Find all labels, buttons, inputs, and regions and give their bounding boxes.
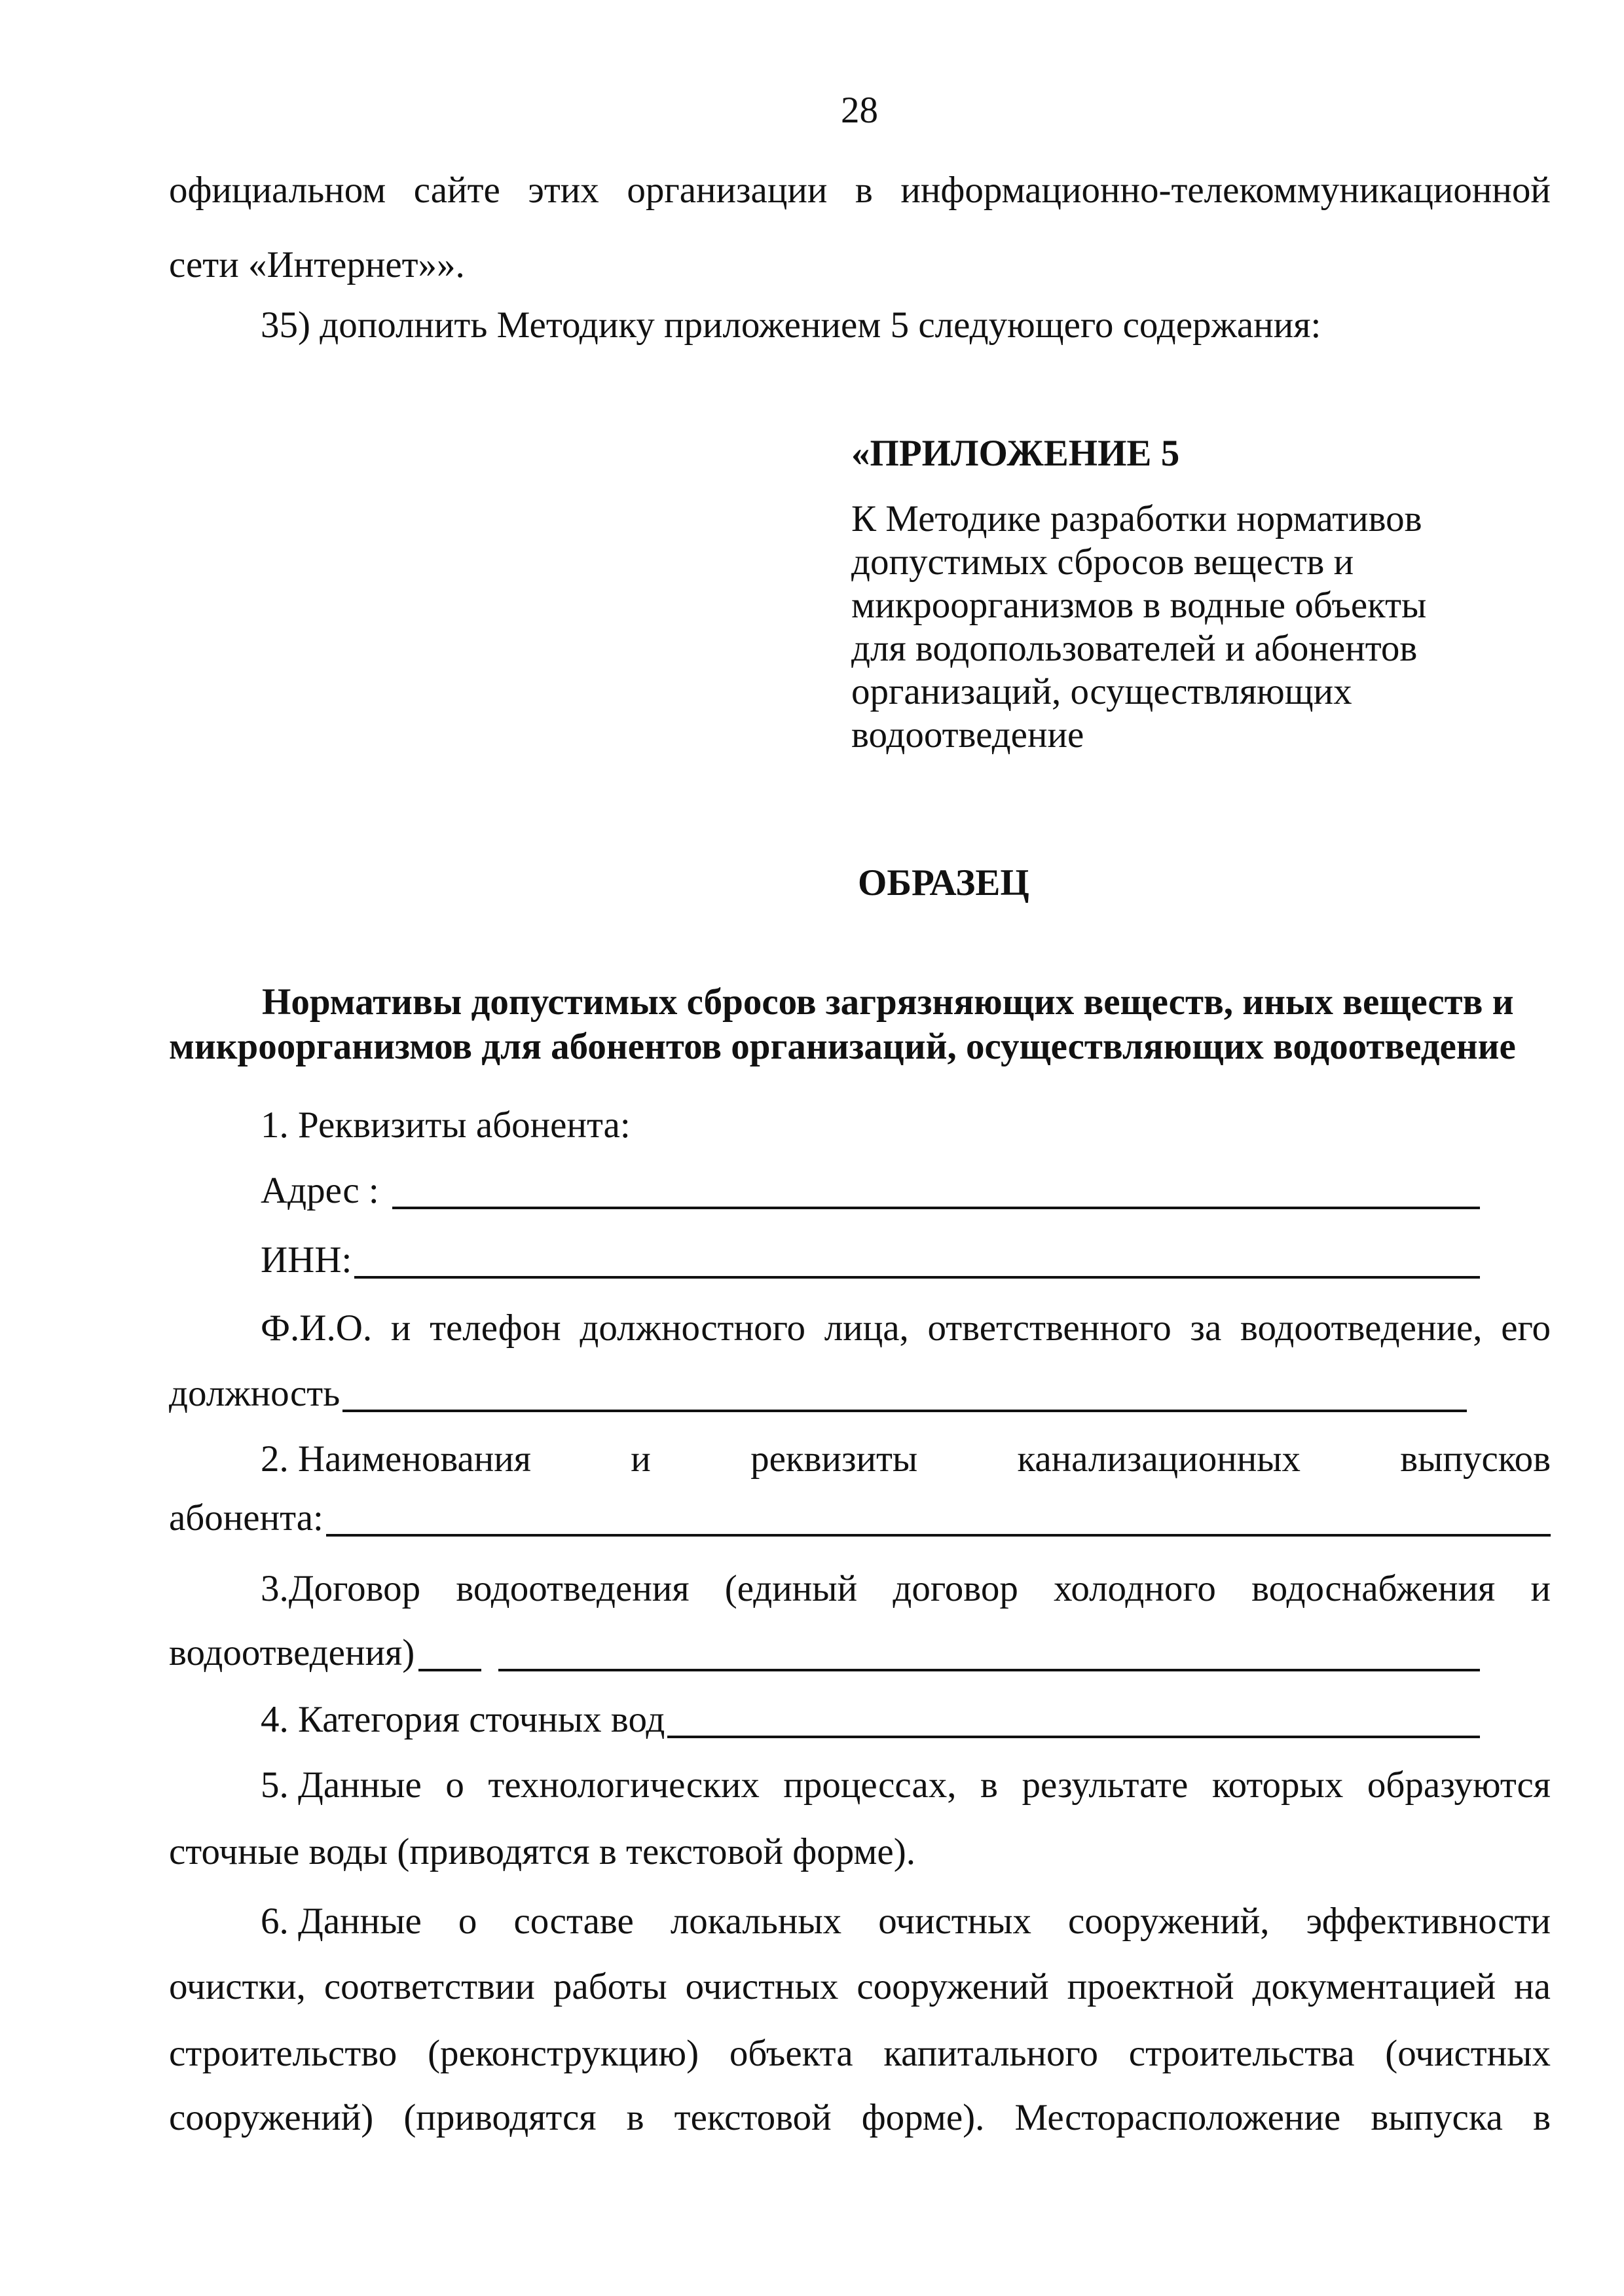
item-6-line-1-word: локальных [670,1901,842,1942]
item-6-line-4-word: в [1533,2097,1551,2138]
item-2-line-word: и [631,1438,651,1480]
item-5-line [261,1766,1551,1804]
item-2-line-word: 2. Наименования [261,1438,532,1480]
contract-short-line [418,1636,481,1671]
item-6-line-4-word: (приводятся [403,2097,597,2138]
item-6-line-2-word: соответствии [323,1966,535,2007]
item-6-line-4-word: сооружений) [169,2097,374,2138]
item-5-line-word: процессах, [783,1764,957,1806]
item-3-line-word: холодного [1054,1568,1216,1609]
appendix-line-6: водоотведение [851,714,1084,756]
inn-row [261,1241,1480,1279]
inn-field-line [354,1243,1480,1279]
item-3-line-word: (единый [724,1568,858,1609]
intro-line-1-word: официальном [169,170,386,211]
item-5-line-word: образуются [1367,1764,1551,1806]
intro-line-1 [169,172,1551,209]
item-2-cont-row [169,1499,1551,1537]
fio-line-word: за [1190,1307,1222,1349]
item-6-line-1-word: очистных [878,1901,1031,1942]
item-6-line-2-word: работы [553,1966,667,2007]
wastewater-category-field-line [667,1703,1480,1738]
address-row [261,1172,1480,1209]
appendix-heading: «ПРИЛОЖЕНИЕ 5 [851,433,1180,474]
intro-line-2: сети «Интернет»». [169,244,465,285]
item-2-line-word: реквизиты [750,1438,918,1480]
item-6-line-4 [169,2099,1551,2136]
fio-line-word: ответственного [927,1307,1172,1349]
address-field-line [392,1174,1480,1209]
item-5-cont: сточные воды (приводятся в текстовой форме). [169,1831,915,1872]
item-6-line-1-word: составе [513,1901,634,1942]
item-5-line-word: в [980,1764,998,1806]
fio-line-word: его [1501,1307,1551,1349]
outlets-field-line [326,1501,1551,1537]
fio-line-word: и [390,1307,411,1349]
sample-label: ОБРАЗЕЦ [858,862,1029,903]
item-4-row [261,1701,1480,1738]
intro-line-1-word: организации [627,170,828,211]
document-title-line-1: Нормативы допустимых сбросов загрязняющих веществ, иных веществ и [262,981,1514,1023]
item-6-line-3-word: строительство [169,2033,397,2074]
position-row [169,1375,1467,1412]
item-3-line-word: водоснабжения [1251,1568,1496,1609]
item-6-line-2-word: сооружений [857,1966,1049,2007]
fio-line [261,1309,1551,1347]
item-6-line-3-word: (реконструкцию) [428,2033,699,2074]
item-6-line-1-word: 6. Данные [261,1901,422,1942]
item-6-line-4-word: текстовой [674,2097,832,2138]
contract-field-line [498,1636,1480,1671]
position-field-line [342,1377,1467,1412]
item-6-line-2-word: очистки, [169,1966,306,2007]
item-6-line-2 [169,1968,1551,2005]
item-4-label: 4. Категория сточных вод [261,1699,665,1740]
appendix-line-2: допустимых сбросов веществ и [851,541,1354,583]
item-6-line-1-word: о [458,1901,477,1942]
item-6-line-4-word: в [626,2097,644,2138]
fio-line-word: водоотведение, [1240,1307,1483,1349]
address-label: Адрес : [261,1170,379,1211]
item-5-line-word: технологических [488,1764,760,1806]
item-3-cont-label: водоотведения) [169,1632,415,1673]
item-35: 35) дополнить Методику приложением 5 следующего содержания: [261,304,1321,346]
item-6-line-3-word: капитального [883,2033,1099,2074]
intro-line-1-word: информационно-телекоммуникационной [900,170,1551,211]
item-6-line-3-word: строительства [1128,2033,1355,2074]
item-3-line-word: договор [893,1568,1018,1609]
item-3-line-word: водоотведения [456,1568,690,1609]
fio-line-word: лица, [824,1307,909,1349]
item-6-line-3-word: (очистных [1385,2033,1551,2074]
fio-line-word: должностного [580,1307,806,1349]
item-5-line-word: 5. Данные [261,1764,422,1806]
item-2-line-word: канализационных [1017,1438,1301,1480]
item-6-line-4-word: форме). [861,2097,985,2138]
intro-line-1-word: сайте [413,170,500,211]
item-5-line-word: которых [1211,1764,1344,1806]
item-1-label: 1. Реквизиты абонента: [261,1104,631,1146]
item-6-line-2-word: на [1514,1966,1551,2007]
item-6-line-1-word: эффективности [1306,1901,1551,1942]
item-6-line-2-word: документацией [1252,1966,1496,2007]
item-6-line-1 [261,1903,1551,1940]
item-3-line [261,1570,1551,1607]
item-3-line-word: и [1530,1568,1551,1609]
page-number: 28 [841,90,878,131]
appendix-line-3: микроорганизмов в водные объекты [851,585,1427,626]
intro-line-1-word: в [855,170,873,211]
item-6-line-3 [169,2035,1551,2072]
appendix-line-5: организаций, осуществляющих [851,671,1352,712]
appendix-line-1: К Методике разработки нормативов [851,498,1422,539]
item-5-line-word: о [445,1764,464,1806]
position-label: должность [169,1373,341,1414]
fio-line-word: телефон [430,1307,561,1349]
item-2-line [261,1440,1551,1478]
document-title-line-2: микроорганизмов для абонентов организаций, осуществляющих водоотведение [169,1026,1516,1067]
item-6-line-2-word: проектной [1067,1966,1234,2007]
item-5-line-word: результате [1022,1764,1189,1806]
item-6-line-2-word: очистных [685,1966,839,2007]
item-2-cont-label: абонента: [169,1497,323,1539]
item-6-line-1-word: сооружений, [1068,1901,1270,1942]
item-3-line-word: 3.Договор [261,1568,421,1609]
fio-line-word: Ф.И.О. [261,1307,373,1349]
appendix-line-4: для водопользователей и абонентов [851,628,1418,669]
item-3-cont-row [169,1634,1480,1671]
item-6-line-3-word: объекта [729,2033,853,2074]
item-6-line-4-word: Месторасположение [1014,2097,1341,2138]
item-2-line-word: выпусков [1400,1438,1551,1480]
item-6-line-4-word: выпуска [1371,2097,1503,2138]
intro-line-1-word: этих [528,170,599,211]
inn-label: ИНН: [261,1239,352,1281]
